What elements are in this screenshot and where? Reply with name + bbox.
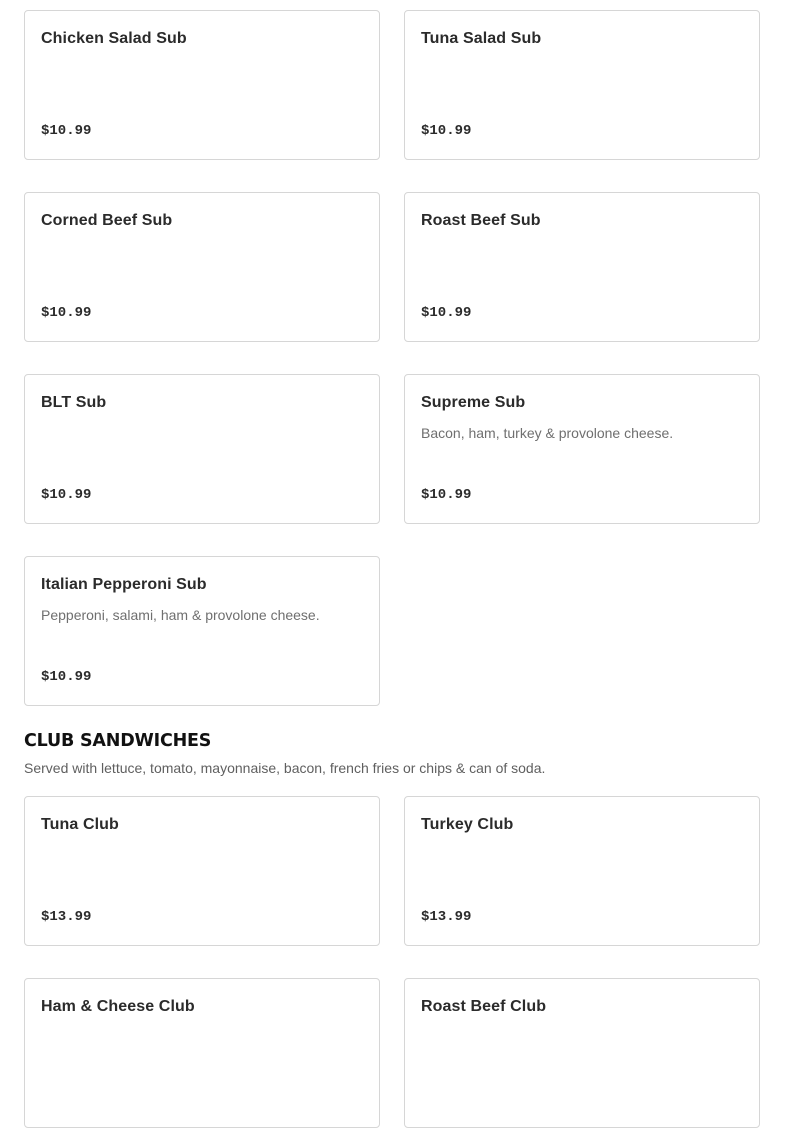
section-description: Served with lettuce, tomato, mayonnaise, bacon, french fries or chips & can of soda.	[24, 760, 546, 776]
menu-item-name: Italian Pepperoni Sub	[41, 576, 207, 593]
menu-item-price: $10.99	[41, 123, 92, 139]
menu-item-card[interactable]	[404, 978, 760, 1128]
menu-item-name: Supreme Sub	[421, 394, 526, 411]
menu-item-card[interactable]	[404, 374, 760, 524]
menu-item-price: $10.99	[41, 669, 92, 685]
menu-item-price: $10.99	[421, 305, 472, 321]
menu-item-price: $10.99	[421, 123, 472, 139]
menu-item-name: Tuna Club	[41, 816, 119, 833]
menu-item-price: $10.99	[41, 487, 92, 503]
menu-item-name: Tuna Salad Sub	[421, 30, 542, 47]
menu-item-price: $10.99	[41, 305, 92, 321]
menu-item-name: BLT Sub	[41, 394, 107, 411]
menu-item-card[interactable]	[404, 796, 760, 946]
menu-item-description: Bacon, ham, turkey & provolone cheese.	[421, 425, 674, 441]
menu-item-card[interactable]	[24, 374, 380, 524]
section-title: CLUB SANDWICHES	[24, 731, 212, 751]
menu-item-name: Chicken Salad Sub	[41, 30, 187, 47]
menu-item-name: Corned Beef Sub	[41, 212, 173, 229]
menu-item-name: Turkey Club	[421, 816, 514, 833]
menu-item-card[interactable]	[404, 10, 760, 160]
menu-item-card[interactable]	[24, 978, 380, 1128]
menu-item-card[interactable]	[404, 192, 760, 342]
menu-item-card[interactable]	[24, 10, 380, 160]
menu-item-card[interactable]	[24, 796, 380, 946]
club-sandwiches-grid	[24, 796, 761, 1128]
menu-item-name: Roast Beef Club	[421, 998, 547, 1015]
menu-item-name: Ham & Cheese Club	[41, 998, 195, 1015]
menu-item-card[interactable]	[24, 556, 380, 706]
subs-menu-grid	[24, 10, 761, 706]
menu-item-price: $13.99	[41, 909, 92, 925]
menu-item-name: Roast Beef Sub	[421, 212, 541, 229]
menu-item-price: $10.99	[421, 487, 472, 503]
menu-item-card[interactable]	[24, 192, 380, 342]
menu-item-price: $13.99	[421, 909, 472, 925]
menu-item-description: Pepperoni, salami, ham & provolone cheese.	[41, 607, 320, 623]
